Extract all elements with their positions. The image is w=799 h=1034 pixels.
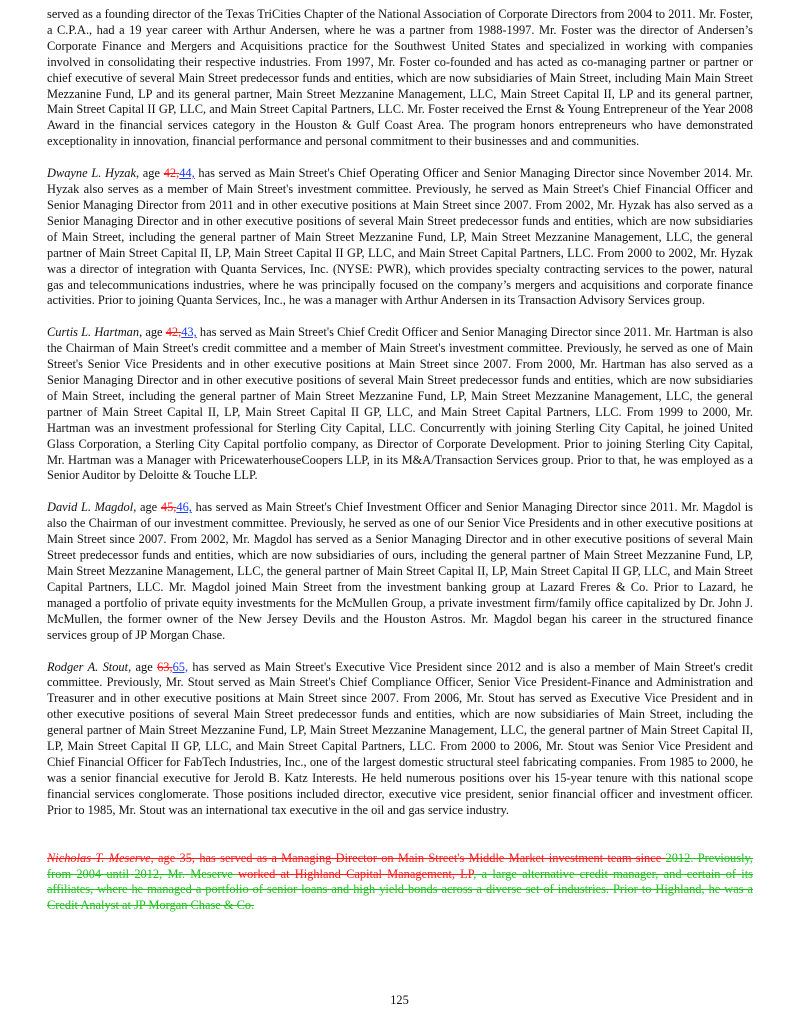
document-page [47, 7, 753, 930]
bio-paragraph-stout [47, 660, 753, 819]
moved-deleted-text: 2012. Previously, from 2004 until 2012, Mr. Meserve [47, 850, 753, 881]
inserted-age: 43, [181, 325, 197, 340]
deleted-age: 42, [165, 325, 182, 340]
deleted-text: worked at Highland Capital Management, LP [238, 866, 474, 881]
page-number: 125 [390, 993, 409, 1007]
deleted-age: 45, [160, 500, 177, 515]
spacer [47, 835, 753, 851]
age-label: , age [133, 500, 161, 515]
deleted-age: 63, [157, 659, 173, 674]
moved-deleted-text: , a large alternative credit manager, and certain of its affiliates, where he managed a portfolio of senior loans and high yield bonds across a diverse set of industries. Prior to Highland, he was a Credit Analyst at JP Morgan Chase & Co. [47, 866, 754, 913]
bio-name: David L. Magdol [47, 500, 134, 515]
inserted-age: 44, [179, 166, 195, 181]
inserted-age: 46, [176, 500, 192, 515]
bio-text: has served as Main Street's Chief Operating Officer and Senior Managing Director since November 2014. Mr. Hyzak also serves as a member of Main Street's investment committee. Previously, he served as Main Street's Chief Financial Officer and Senior Managing Director from 2011 and in other executive positions at Main Street since 2007. From 2002, Mr. Hyzak has also served as a Senior Managing Director and in other executive positions of several Main Street predecessor funds and entities, which are now subsidiaries of Main Street, including the general partner of Main Street Mezzanine Fund, LP, Main Street Mezzanine Management, LLC, the general partner of Main Street Capital II, LP, Main Street Capital II GP, LLC, and Main Street Capital Partners, LLC. From 2000 to 2002, Mr. Hyzak was a director of integration with Quanta Services, Inc. (NYSE: PWR), which provides specialty contracting services to the power, natural gas and telecommunications industries, where he was principally focused on the company’s mergers and acquisitions and corporate finance activities. Prior to joining Quanta Services, Inc., he was a manager with Arthur Andersen in its Transaction Advisory Services group. [47, 166, 753, 308]
bio-text: has served as Main Street's Chief Investment Officer and Senior Managing Director since 2011. Mr. Magdol is also the Chairman of our investment committee. Previously, he served as one of our Senior Vice Presidents and in other executive positions at Main Street since 2007. From 2002, Mr. Magdol has served as a Senior Managing Director and in other executive positions of several Main Street predecessor funds and entities, which are now subsidiaries of ours, including the general partner of Main Street Mezzanine Fund, LP, Main Street Mezzanine Management, LLC, the general partner of Main Street Capital II, LP, Main Street Capital II GP, LLC, and Main Street Capital Partners, LLC. Mr. Magdol joined Main Street from the investment banking group at Lazard Freres & Co. Prior to Lazard, he managed a portfolio of private equity investments for the McMullen Group, a private investment firm/family office capitalized by Dr. John J. McMullen, the former owner of the New Jersey Devils and the Houston Astros. Mr. Magdol began his career in the structured finance services group of JP Morgan Chase. [47, 500, 753, 642]
intro-paragraph: served as a founding director of the Texas TriCities Chapter of the National Association of Corporate Directors from 2004 to 2011. Mr. Foster, a C.P.A., had a 19 year career with Arthur Andersen, where he was a partner from 1988-1997. Mr. Foster was the director of Andersen’s Corporate Finance and Mergers and Acquisitions practice for the Southwest United States and specialized in working with companies involved in consolidating their respective industries. From 1997, Mr. Foster co-founded and has acted as co-managing partner or partner or chief executive of several Main Street predecessor funds and entities, which are now subsidiaries of Main Street, including Main Main Street Mezzanine Fund, LP and its general partner, Main Street Mezzanine Management, LLC, Main Street Capital II, LP and its general partner, Main Street Capital II GP, LLC, and Main Street Capital Partners, LLC. Mr. Foster received the Ernst & Young Entrepreneur of the Year 2008 Award in the financial services category in the Houston & Gulf Coast Area. The program honors entrepreneurs who have demonstrated exceptionality in innovation, financial performance and personal commitment to their businesses and and communities. [47, 7, 753, 149]
bio-text: has served as Main Street's Chief Credit Officer and Senior Managing Director since 2011. Mr. Hartman is also the Chairman of Main Street's credit committee and a member of Main Street's investment committee. Previously, he served as one of Main Street's Senior Vice Presidents and in other executive positions at Main Street since 2007. From 2000, Mr. Hartman has also served as a Senior Managing Director and in other executive positions of several Main Street predecessor funds and entities, which are now subsidiaries of Main Street, including the general partner of Main Street Mezzanine Fund, LP, Main Street Mezzanine Management, LLC, the general partner of Main Street Capital II, LP, Main Street Capital II GP, LLC, and Main Street Capital Partners, LLC. From 1999 to 2000, Mr. Hartman was an investment professional for Sterling City Capital, LLC. Concurrently with joining Sterling City Capital, he joined United Glass Corporation, a Sterling City Capital portfolio company, as Director of Corporate Development. Prior to joining Sterling City Capital, Mr. Hartman was a Manager with PricewaterhouseCoopers LLP, in its M&A/Transaction Services group. Prior to that, he was employed as a Senior Auditor by Deloitte & Touche LLP. [47, 325, 753, 483]
deleted-text: , age 35, has served as a Managing Director on Main Street's Middle Market investment team since [150, 850, 666, 865]
bio-text: has served as Main Street's Executive Vice President since 2012 and is also a member of Main Street's credit committee. Previously, Mr. Stout served as Main Street's Chief Compliance Officer, Senior Vice President-Finance and Administration and Treasurer and in other executive positions at Main Street since 2007. From 2006, Mr. Stout has served as Executive Vice President and in other executive positions of several Main Street predecessor funds and entities, which are now subsidiaries of Main Street, including the general partner of Main Street Mezzanine Fund, LP, Main Street Mezzanine Management, LLC, the general partner of Main Street Capital II, LP, Main Street Capital II GP, LLC, and Main Street Capital Partners, LLC. From 2000 to 2006, Mr. Stout was Senior Vice President and Chief Financial Officer for FabTech Industries, Inc., one of the largest domestic structural steel fabricating companies. From 1985 to 2000, he was a senior financial executive for Jerold B. Katz Interests. He held numerous positions over his 15-year tenure with this national scope financial services conglomerate. Those positions included director, executive vice president, senior financial officer and investment officer. Prior to 1985, Mr. Stout was an international tax executive in the oil and gas service industry. [47, 659, 753, 817]
age-label: , age [139, 325, 166, 340]
deleted-age: 42, [163, 166, 180, 181]
inserted-age: 65, [172, 659, 189, 674]
age-label: , age [135, 166, 164, 181]
bio-paragraph-hyzak [47, 166, 753, 309]
bio-paragraph-magdol [47, 500, 753, 643]
bio-paragraph-hartman [47, 325, 753, 484]
deleted-bio-paragraph-meserve [47, 851, 753, 915]
bio-name: Dwayne L. Hyzak [47, 166, 136, 181]
age-label: , age [128, 659, 158, 674]
deleted-bio-name: Nicholas T. Meserve [47, 850, 151, 865]
bio-name: Curtis L. Hartman [47, 325, 140, 340]
bio-name: Rodger A. Stout [47, 659, 129, 674]
